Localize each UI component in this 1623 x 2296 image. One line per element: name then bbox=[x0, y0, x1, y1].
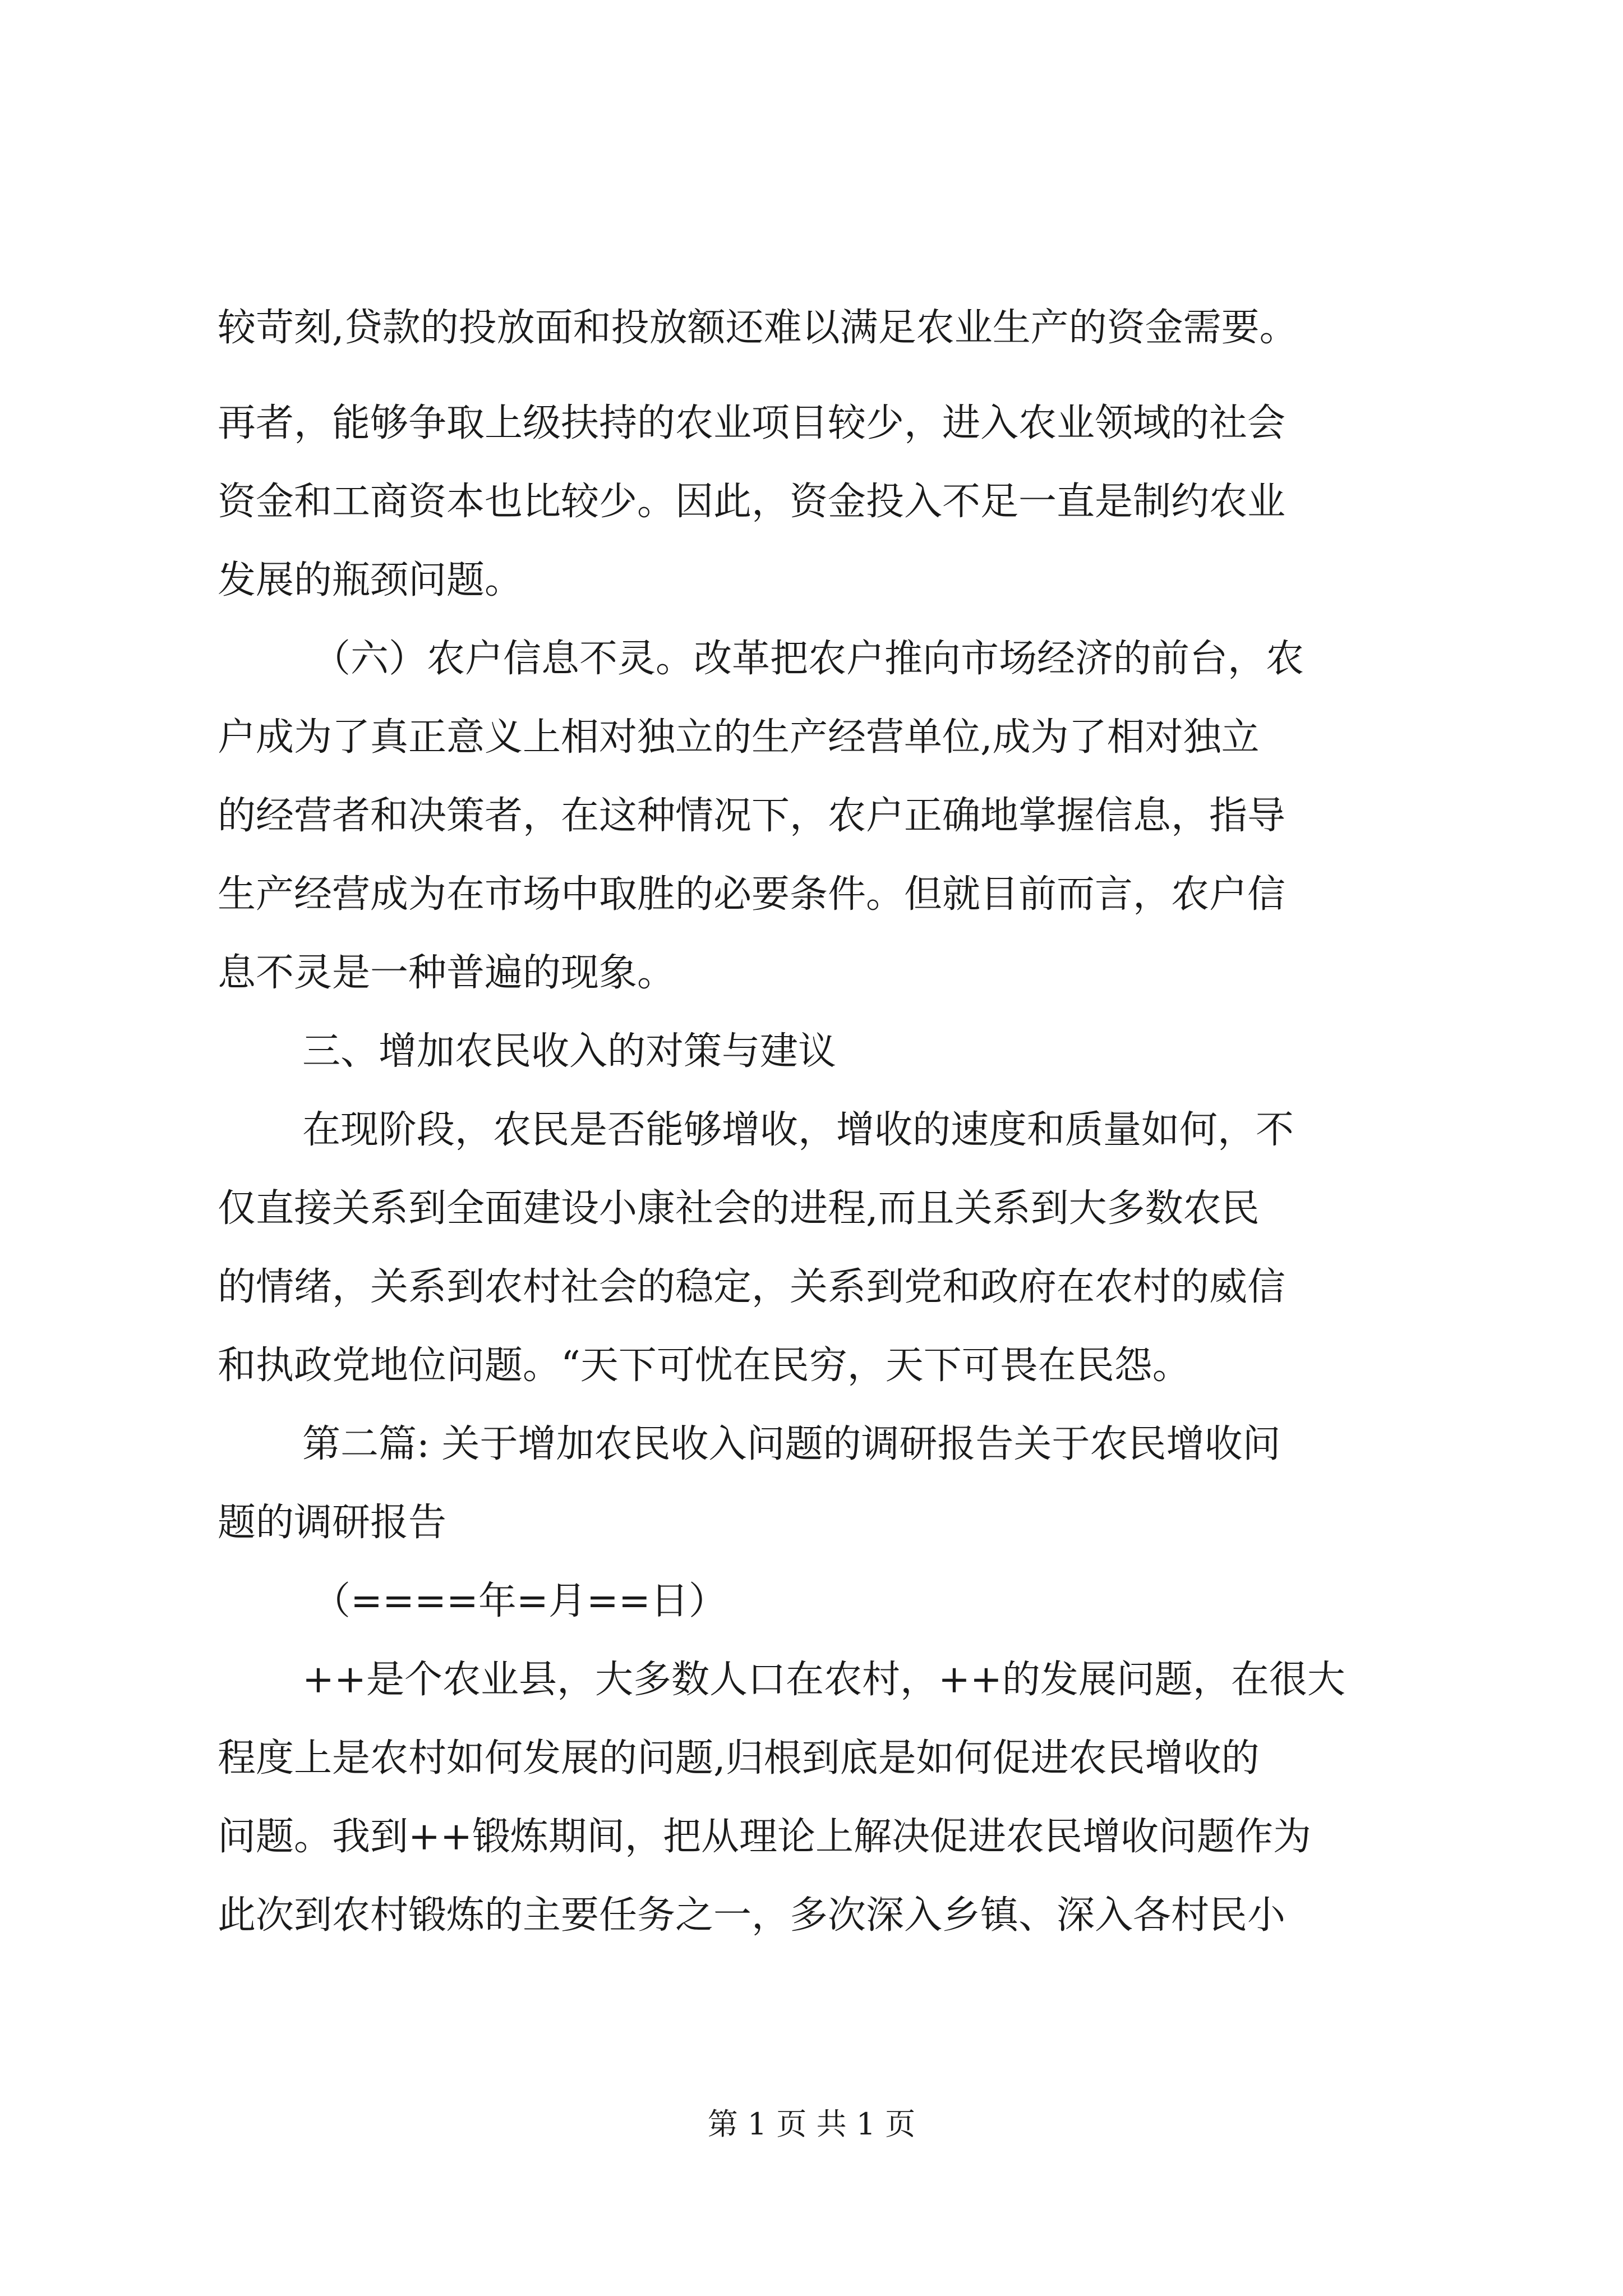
body-text-line: 在现阶段，农民是否能够增收，增收的速度和质量如何，不 bbox=[302, 1108, 1294, 1152]
body-text-line: 仅直接关系到全面建设小康社会的进程,而且关系到大多数农民 bbox=[218, 1186, 1260, 1231]
body-text-line: 问题。我到++锻炼期间，把从理论上解决促进农民增收问题作为 bbox=[218, 1815, 1311, 1859]
section-heading: 三、增加农民收入的对策与建议 bbox=[302, 1029, 837, 1074]
body-text-line: 程度上是农村如何发展的问题,归根到底是如何促进农民增收的 bbox=[218, 1736, 1260, 1780]
body-text-line: 再者，能够争取上级扶持的农业项目较少，进入农业领域的社会 bbox=[218, 401, 1286, 445]
article-title-line: 题的调研报告 bbox=[218, 1501, 447, 1545]
body-text-line: 息不灵是一种普遍的现象。 bbox=[218, 951, 676, 995]
body-text-line: 发展的瓶颈问题。 bbox=[218, 558, 523, 602]
body-text-line: 较苛刻,贷款的投放面和投放额还难以满足农业生产的资金需要。 bbox=[218, 306, 1298, 350]
body-text-line: 和执政党地位问题。“天下可忧在民穷，天下可畏在民怨。 bbox=[218, 1343, 1191, 1388]
body-text-line: 的经营者和决策者，在这种情况下，农户正确地掌握信息，指导 bbox=[218, 794, 1286, 838]
date-line: （====年=月==日） bbox=[312, 1579, 727, 1623]
body-text-line: 的情绪，关系到农村社会的稳定，关系到党和政府在农村的威信 bbox=[218, 1265, 1286, 1309]
page-footer: 第 1 页 共 1 页 bbox=[707, 2106, 916, 2142]
body-text-line: 资金和工商资本也比较少。因此，资金投入不足一直是制约农业 bbox=[218, 480, 1286, 524]
body-text-line: 生产经营成为在市场中取胜的必要条件。但就目前而言，农户信 bbox=[218, 872, 1286, 917]
body-text-line: （六）农户信息不灵。改革把农户推向市场经济的前台，农 bbox=[312, 637, 1304, 681]
body-text-line: 户成为了真正意义上相对独立的生产经营单位,成为了相对独立 bbox=[218, 715, 1260, 760]
body-text-line: 此次到农村锻炼的主要任务之一，多次深入乡镇、深入各村民小 bbox=[218, 1893, 1286, 1938]
article-title-line: 第二篇: 关于增加农民收入问题的调研报告关于农民增收问 bbox=[302, 1422, 1281, 1466]
body-text-line: ++是个农业县，大多数人口在农村，++的发展问题，在很大 bbox=[302, 1658, 1345, 1702]
